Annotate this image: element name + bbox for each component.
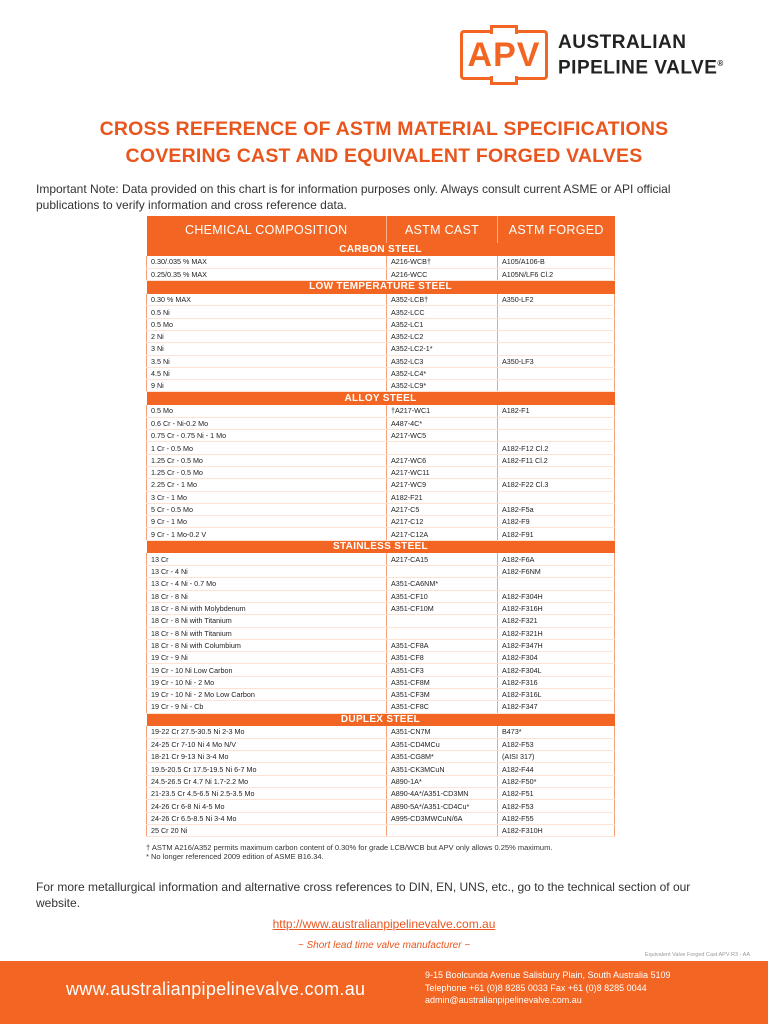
composition-cell: 18 Cr - 8 Ni with Titanium [147,615,387,627]
astm-cast-cell: A351-CG8M* [387,751,498,763]
composition-cell: 2 Ni [147,330,387,342]
astm-forged-cell: A182-F53 [498,738,615,750]
table-row [147,343,615,355]
table-row [147,824,615,836]
section-row [147,281,615,294]
astm-forged-cell: A182-F5a [498,503,615,515]
astm-cast-cell: A351-CK3MCuN [387,763,498,775]
composition-cell: 18 Cr - 8 Ni with Molybdenum [147,602,387,614]
composition-cell: 18 Cr - 8 Ni with Columbium [147,639,387,651]
astm-forged-cell [498,306,615,318]
astm-cast-cell: A351-CF8M [387,676,498,688]
composition-cell: 18-21 Cr 9-13 Ni 3-4 Mo [147,751,387,763]
table-row [147,367,615,379]
table-row [147,738,615,750]
astm-cast-cell: A217-C12A [387,528,498,540]
astm-forged-cell: A182-F321 [498,615,615,627]
astm-forged-cell [498,417,615,429]
table-row [147,491,615,503]
astm-forged-cell [498,343,615,355]
table-body [147,243,615,837]
composition-cell: 4.5 Ni [147,367,387,379]
astm-cast-cell: A217-WC11 [387,466,498,478]
table-row [147,503,615,515]
table-header [147,216,615,243]
astm-forged-cell: B473* [498,726,615,738]
section-title: DUPLEX STEEL [147,713,615,726]
composition-cell: 13 Cr - 4 Ni [147,566,387,578]
astm-forged-cell [498,578,615,590]
astm-forged-cell [498,330,615,342]
section-row [147,540,615,553]
astm-forged-cell [498,318,615,330]
astm-cast-cell: A182-F21 [387,491,498,503]
astm-cast-cell: A351-CA6NM* [387,578,498,590]
astm-cast-cell [387,442,498,454]
table-row [147,466,615,478]
footer-website-link[interactable]: www.australianpipelinevalve.com.au [66,979,366,999]
astm-cast-cell: A217-WC6 [387,454,498,466]
astm-forged-cell: A182-F304L [498,664,615,676]
composition-cell: 18 Cr - 8 Ni [147,590,387,602]
company-name-line2: PIPELINE VALVE [558,57,718,79]
astm-cast-cell: A217-C12 [387,516,498,528]
astm-cast-cell [387,627,498,639]
table-row [147,664,615,676]
table-row [147,676,615,688]
astm-cast-cell: A351-CF10M [387,602,498,614]
astm-forged-cell: (AISI 317) [498,751,615,763]
composition-cell: 1 Cr - 0.5 Mo [147,442,387,454]
title-line1: CROSS REFERENCE OF ASTM MATERIAL SPECIFICATIONS [99,118,669,140]
astm-cast-cell: A352-LC4* [387,367,498,379]
table-row [147,430,615,442]
composition-cell: 0.75 Cr - 0.75 Ni - 1 Mo [147,430,387,442]
registered-mark: ® [717,58,724,68]
section-row [147,392,615,405]
composition-cell: 13 Cr - 4 Ni - 0.7 Mo [147,578,387,590]
astm-cast-cell: A352-LCC [387,306,498,318]
astm-forged-cell [498,491,615,503]
astm-forged-cell: A105/A106-B [498,256,615,268]
footer-bar [0,961,768,1024]
composition-cell: 1.25 Cr - 0.5 Mo [147,466,387,478]
table-row [147,590,615,602]
composition-cell: 9 Cr - 1 Mo-0.2 V [147,528,387,540]
composition-cell: 0.30/.035 % MAX [147,256,387,268]
astm-cast-cell: A352-LC2 [387,330,498,342]
table-row [147,652,615,664]
header-chemical-composition: CHEMICAL COMPOSITION [147,216,387,243]
footer-address: 9-15 Boolcunda Avenue Salisbury Plain, South Australia 5109 [425,970,671,980]
astm-cast-cell: A995-CD3MWCuN/6A [387,812,498,824]
composition-cell: 9 Ni [147,380,387,392]
table-row [147,751,615,763]
company-name-line1: AUSTRALIAN [558,31,687,53]
company-name [558,32,724,78]
astm-forged-cell [498,430,615,442]
astm-cast-cell: A487-4C* [387,417,498,429]
astm-forged-cell: A182-F12 Cl.2 [498,442,615,454]
composition-cell: 2.25 Cr - 1 Mo [147,479,387,491]
table-row [147,268,615,280]
astm-forged-cell: A182-F316L [498,689,615,701]
composition-cell: 19 Cr - 10 Ni - 2 Mo [147,676,387,688]
header-astm-cast: ASTM CAST [387,216,498,243]
astm-cast-cell: A352-LCB† [387,294,498,306]
composition-cell: 0.5 Mo [147,318,387,330]
table-row [147,726,615,738]
more-info-text: For more metallurgical information and alternative cross references to DIN, EN, UNS, etc., go to the technical section of our website. [36,880,691,910]
table-row [147,800,615,812]
astm-forged-cell: A350-LF3 [498,355,615,367]
astm-forged-cell: A182-F50* [498,775,615,787]
composition-cell: 19-22 Cr 27.5-30.5 Ni 2-3 Mo [147,726,387,738]
document-reference: Equivalent Valve Forged Cast APV R3 - AA [644,952,750,958]
astm-cast-cell: A217-WC5 [387,430,498,442]
astm-cast-cell: A351-CF3 [387,664,498,676]
logo-mark-text: APV [467,35,541,74]
astm-forged-cell [498,466,615,478]
astm-cast-cell: A351-CF10 [387,590,498,602]
composition-cell: 0.25/0.35 % MAX [147,268,387,280]
composition-cell: 0.5 Ni [147,306,387,318]
astm-forged-cell: A182-F91 [498,528,615,540]
composition-cell: 1.25 Cr - 0.5 Mo [147,454,387,466]
astm-cast-cell: A352-LC1 [387,318,498,330]
table-row [147,330,615,342]
composition-cell: 0.30 % MAX [147,294,387,306]
astm-cast-cell: A890-1A* [387,775,498,787]
astm-forged-cell [498,380,615,392]
astm-cast-cell: A351-CF8 [387,652,498,664]
astm-cast-cell: A352-LC3 [387,355,498,367]
composition-cell: 19 Cr - 10 Ni Low Carbon [147,664,387,676]
important-note: Important Note: Data provided on this chart is for information purposes only. Always consult current ASME or API official publications to verify information and cross reference data. [36,182,671,212]
table-row [147,417,615,429]
composition-cell: 19 Cr - 9 Ni [147,652,387,664]
footer-contact [425,969,671,1007]
composition-cell: 21-23.5 Cr 4.5-6.5 Ni 2.5-3.5 Mo [147,788,387,800]
astm-forged-cell [498,367,615,379]
composition-cell: 0.6 Cr - Ni-0.2 Mo [147,417,387,429]
footnote-dagger: † ASTM A216/A352 permits maximum carbon content of 0.30% for grade LCB/WCB but APV only allows 0.25% maximum. [146,843,553,852]
table-row [147,528,615,540]
table-row [147,553,615,565]
table-row [147,775,615,787]
astm-forged-cell: A182-F304H [498,590,615,602]
astm-cast-cell: A217-C5 [387,503,498,515]
section-title: ALLOY STEEL [147,392,615,405]
table-row [147,479,615,491]
astm-forged-cell: A182-F6NM [498,566,615,578]
composition-cell: 9 Cr - 1 Mo [147,516,387,528]
astm-cast-cell: A351-CD4MCu [387,738,498,750]
composition-cell: 24-26 Cr 6-8 Ni 4-5 Mo [147,800,387,812]
header-astm-forged: ASTM FORGED [498,216,615,243]
table-row [147,294,615,306]
astm-cast-cell: A351-CF8A [387,639,498,651]
footnotes [146,843,552,861]
table-row [147,615,615,627]
composition-cell: 19.5-20.5 Cr 17.5-19.5 Ni 6-7 Mo [147,763,387,775]
astm-forged-cell: A182-F321H [498,627,615,639]
composition-cell: 24-25 Cr 7-10 Ni 4 Mo N/V [147,738,387,750]
astm-cast-cell: A351-CF8C [387,701,498,713]
section-row [147,713,615,726]
table-row [147,763,615,775]
astm-forged-cell: A182-F310H [498,824,615,836]
composition-cell: 24-26 Cr 6.5-8.5 Ni 3-4 Mo [147,812,387,824]
composition-cell: 18 Cr - 8 Ni with Titanium [147,627,387,639]
footer-email[interactable]: admin@australianpipelinevalve.com.au [425,995,582,1005]
table-row [147,405,615,417]
astm-cast-cell: A890-4A*/A351-CD3MN [387,788,498,800]
table-row [147,639,615,651]
table-row [147,602,615,614]
astm-forged-cell: A182-F347H [498,639,615,651]
astm-forged-cell: A182-F55 [498,812,615,824]
astm-forged-cell: A182-F11 Cl.2 [498,454,615,466]
table-row [147,318,615,330]
astm-forged-cell: A182-F53 [498,800,615,812]
astm-forged-cell: A350-LF2 [498,294,615,306]
astm-cast-cell [387,824,498,836]
title-line2: COVERING CAST AND EQUIVALENT FORGED VALVES [125,145,643,167]
table-row [147,454,615,466]
astm-forged-cell: A182-F44 [498,763,615,775]
document-title [0,116,768,170]
website-link[interactable]: http://www.australianpipelinevalve.com.au [272,917,496,931]
composition-cell: 3 Cr - 1 Mo [147,491,387,503]
composition-cell: 5 Cr - 0.5 Mo [147,503,387,515]
table-row [147,355,615,367]
table-row [147,380,615,392]
astm-forged-cell: A182-F304 [498,652,615,664]
astm-cast-cell: A352-LC9* [387,380,498,392]
composition-cell: 19 Cr - 9 Ni - Cb [147,701,387,713]
footnote-asterisk: * No longer referenced 2009 edition of ASME B16.34. [146,852,324,861]
composition-cell: 3 Ni [147,343,387,355]
astm-cast-cell: A890-5A*/A351-CD4Cu* [387,800,498,812]
astm-forged-cell: A182-F1 [498,405,615,417]
astm-forged-cell: A182-F9 [498,516,615,528]
astm-cast-cell: A351-CF3M [387,689,498,701]
tagline: ~ Short lead time valve manufacturer ~ [297,940,471,951]
composition-cell: 13 Cr [147,553,387,565]
apv-logo-mark [460,30,548,80]
table-row [147,516,615,528]
astm-forged-cell: A182-F6A [498,553,615,565]
table-row [147,788,615,800]
astm-cast-cell: A217-WC9 [387,479,498,491]
table-row [147,689,615,701]
section-title: LOW TEMPERATURE STEEL [147,281,615,294]
table-row [147,442,615,454]
composition-cell: 25 Cr 20 Ni [147,824,387,836]
astm-cast-cell: A216-WCC [387,268,498,280]
astm-forged-cell: A182-F51 [498,788,615,800]
table-row [147,812,615,824]
table-row [147,306,615,318]
table-row [147,566,615,578]
footer-phone: Telephone +61 (0)8 8285 0033 Fax +61 (0)8 8285 0044 [425,982,647,993]
composition-cell: 0.5 Mo [147,405,387,417]
astm-cast-cell: A352-LC2-1* [387,343,498,355]
section-title: STAINLESS STEEL [147,540,615,553]
astm-forged-cell: A182-F316 [498,676,615,688]
table-row [147,578,615,590]
composition-cell: 24.5-26.5 Cr 4.7 Ni 1.7-2.2 Mo [147,775,387,787]
composition-cell: 19 Cr - 10 Ni - 2 Mo Low Carbon [147,689,387,701]
astm-cast-cell: A216-WCB† [387,256,498,268]
astm-cast-cell [387,566,498,578]
astm-forged-cell: A105N/LF6 Cl.2 [498,268,615,280]
astm-forged-cell: A182-F316H [498,602,615,614]
cross-reference-table [146,216,615,837]
astm-forged-cell: A182-F22 Cl.3 [498,479,615,491]
astm-cast-cell: A351-CN7M [387,726,498,738]
apv-logo [460,30,724,80]
astm-forged-cell: A182-F347 [498,701,615,713]
astm-cast-cell: A217-CA15 [387,553,498,565]
table-row [147,256,615,268]
table-row [147,627,615,639]
table-row [147,701,615,713]
astm-cast-cell: †A217-WC1 [387,405,498,417]
composition-cell: 3.5 Ni [147,355,387,367]
section-row [147,243,615,256]
section-title: CARBON STEEL [147,243,615,256]
astm-cast-cell [387,615,498,627]
